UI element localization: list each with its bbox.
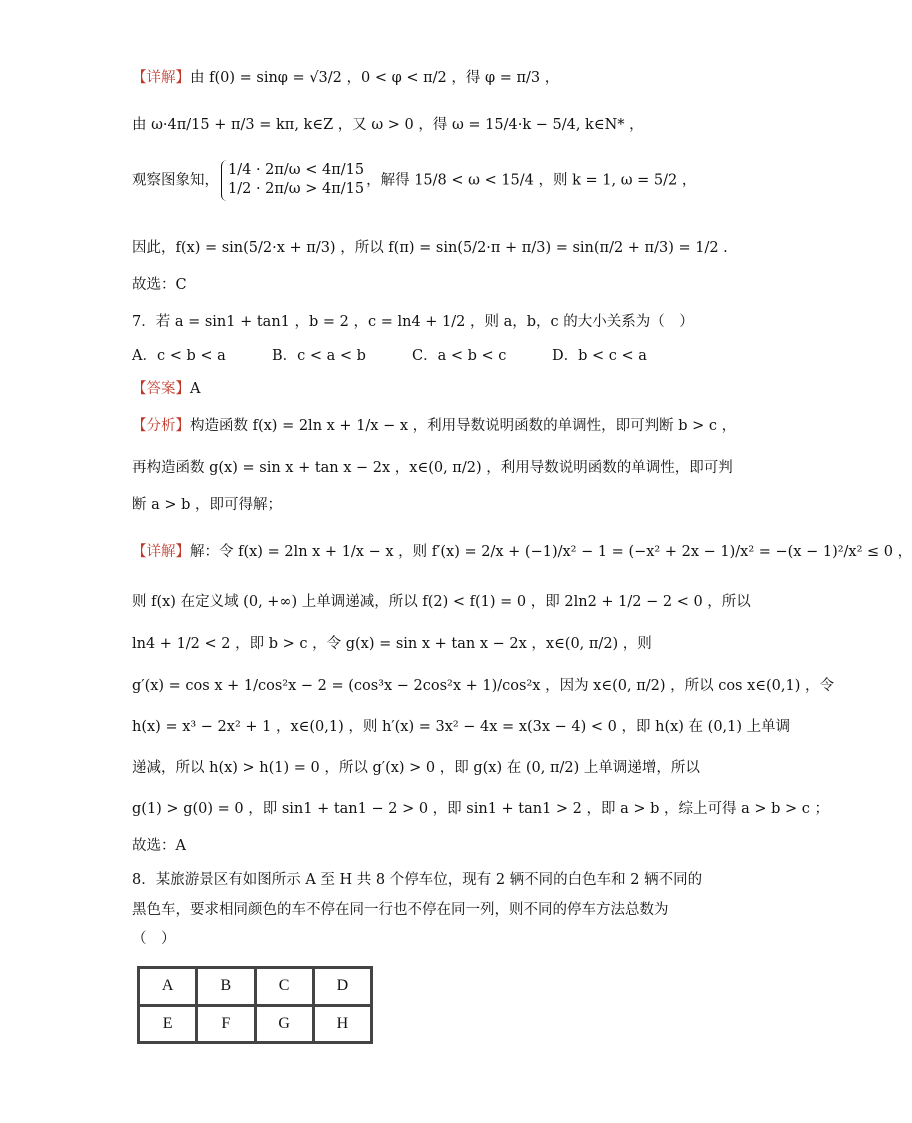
q7-detail-4 [132,678,834,695]
q7-option-d: D．b < c < a [552,348,647,364]
analysis-line-1: 构造函数 f(x) = 2ln x + 1/x − x ，利用导数说明函数的单调性，即可判断 b > c ， [190,418,737,434]
parking-spot-e: E [140,1007,195,1042]
q7-detail-line-4: g′(x) = cos x + 1/cos²x − 2 = (cos³x − 2cos²x + 1)/cos²x ，因为 x∈(0, π/2) ，所以 cos x∈(0,1) ，令 [132,678,835,694]
q7-detail-line-7: g(1) > g(0) = 0 ，即 sin1 + tan1 − 2 > 0 ，即 sin1 + tan1 > 2 ，即 a > b ，综上可得 a > b > c ； [132,801,830,817]
parking-spot-c: C [257,969,312,1004]
analysis-line-2: 再构造函数 g(x) = sin x + tan x − 2x ，x∈(0, π/2) ，利用导数说明函数的单调性，即可判 [132,460,733,476]
parking-spot-f: F [198,1007,253,1042]
answer-value: A [190,381,201,397]
q7-detail-5 [132,719,790,736]
q7-stem-text: 7．若 a = sin1 + tan1 ，b = 2 ，c = ln4 + 1/2 ，则 a，b，c 的大小关系为（ ） [132,314,694,330]
detail-line-1-text: 由 f(0) = sinφ = √3/2 ，0 < φ < π/2 ，得 φ = π/3 ， [190,70,560,86]
q8-stem-3 [132,931,176,948]
parking-grid-cells [140,969,370,1041]
q7-detail-line-5: h(x) = x³ − 2x² + 1 ，x∈(0,1) ，则 h′(x) = 3x² − 4x = x(3x − 4) < 0 ，即 h(x) 在 (0,1) 上单调 [132,719,791,735]
parking-spot-d: D [315,969,370,1004]
q7-detail-6 [132,760,700,777]
q7-analysis-1 [132,418,736,435]
detail-line-3-pre: 观察图象知， [132,172,219,189]
q7-detail-1 [132,544,912,561]
q7-detail-2 [132,594,751,611]
system-row-2: 1/2 · 2π/ω > 4π/15 [228,181,365,198]
parking-spot-h: H [315,1007,370,1042]
q7-analysis-2 [132,460,733,477]
q7-detail-line-2: 则 f(x) 在定义域 (0, +∞) 上单调递减，所以 f(2) < f(1) = 0 ，即 2ln2 + 1/2 − 2 < 0 ，所以 [132,594,751,610]
detail-line-3-post: ，解得 15/8 < ω < 15/4 ，则 k = 1, ω = 5/2 ， [366,172,697,189]
q8-stem-line-3: （ ） [132,931,176,947]
q7-detail-7 [132,801,829,818]
choice-c-text: 故选：C [132,277,187,293]
q8-stem-line-2: 黑色车，要求相同颜色的车不停在同一行也不停在同一列，则不同的停车方法总数为 [132,902,669,918]
choice-c [132,277,187,294]
detail-line-2-text: 由 ω·4π/15 + π/3 = kπ, k∈Z ，又 ω > 0 ，得 ω = 15/4·k − 5/4, k∈N* ， [132,117,644,133]
detail-line-4 [132,240,728,257]
parking-spot-a: A [140,969,195,1004]
detail-tag: 【详解】 [132,70,190,86]
analysis-line-3: 断 a > b ，即可得解； [132,497,283,513]
q7-options [132,348,692,365]
system-row-1: 1/4 · 2π/ω < 4π/15 [228,162,365,178]
detail-line-4-text: 因此，f(x) = sin(5/2·x + π/3) ，所以 f(π) = sin(5/2·π + π/3) = sin(π/2 + π/3) = 1/2 . [132,240,728,256]
q7-analysis-3 [132,497,282,514]
parking-spot-b: B [198,969,253,1004]
answer-tag: 【答案】 [132,381,190,397]
q7-detail-line-3: ln4 + 1/2 < 2 ，即 b > c ，令 g(x) = sin x + tan x − 2x ，x∈(0, π/2) ，则 [132,636,652,652]
detail-line-1 [132,70,559,87]
q7-detail-line-1: 解：令 f(x) = 2ln x + 1/x − x ，则 f′(x) = 2/x + (−1)/x² − 1 = (−x² + 2x − 1)/x² = −(x − 1)²/x² ≤ 0 ， [190,544,912,560]
q8-stem-2 [132,902,669,919]
q7-option-b: B．c < a < b [272,348,366,364]
q7-detail-3 [132,636,652,653]
detail-line-3 [132,160,696,201]
q7-option-a: A．c < b < a [132,348,226,364]
q8-stem-line-1: 8．某旅游景区有如图所示 A 至 H 共 8 个停车位，现有 2 辆不同的白色车和 2 辆不同的 [132,872,703,888]
q7-final [132,838,186,855]
parking-spot-g: G [257,1007,312,1042]
q7-final-text: 故选：A [132,838,186,854]
detail-line-2 [132,117,644,134]
q7-stem [132,314,694,331]
inequality-system [221,160,364,201]
analysis-tag: 【分析】 [132,418,190,434]
detail-tag-2: 【详解】 [132,544,190,560]
parking-grid [137,966,373,1044]
q7-answer [132,381,200,398]
q7-detail-line-6: 递减，所以 h(x) > h(1) = 0 ，所以 g′(x) > 0 ，即 g(x) 在 (0, π/2) 上单调递增，所以 [132,760,700,776]
q8-stem-1 [132,872,702,889]
q7-option-c: C．a < b < c [412,348,507,364]
